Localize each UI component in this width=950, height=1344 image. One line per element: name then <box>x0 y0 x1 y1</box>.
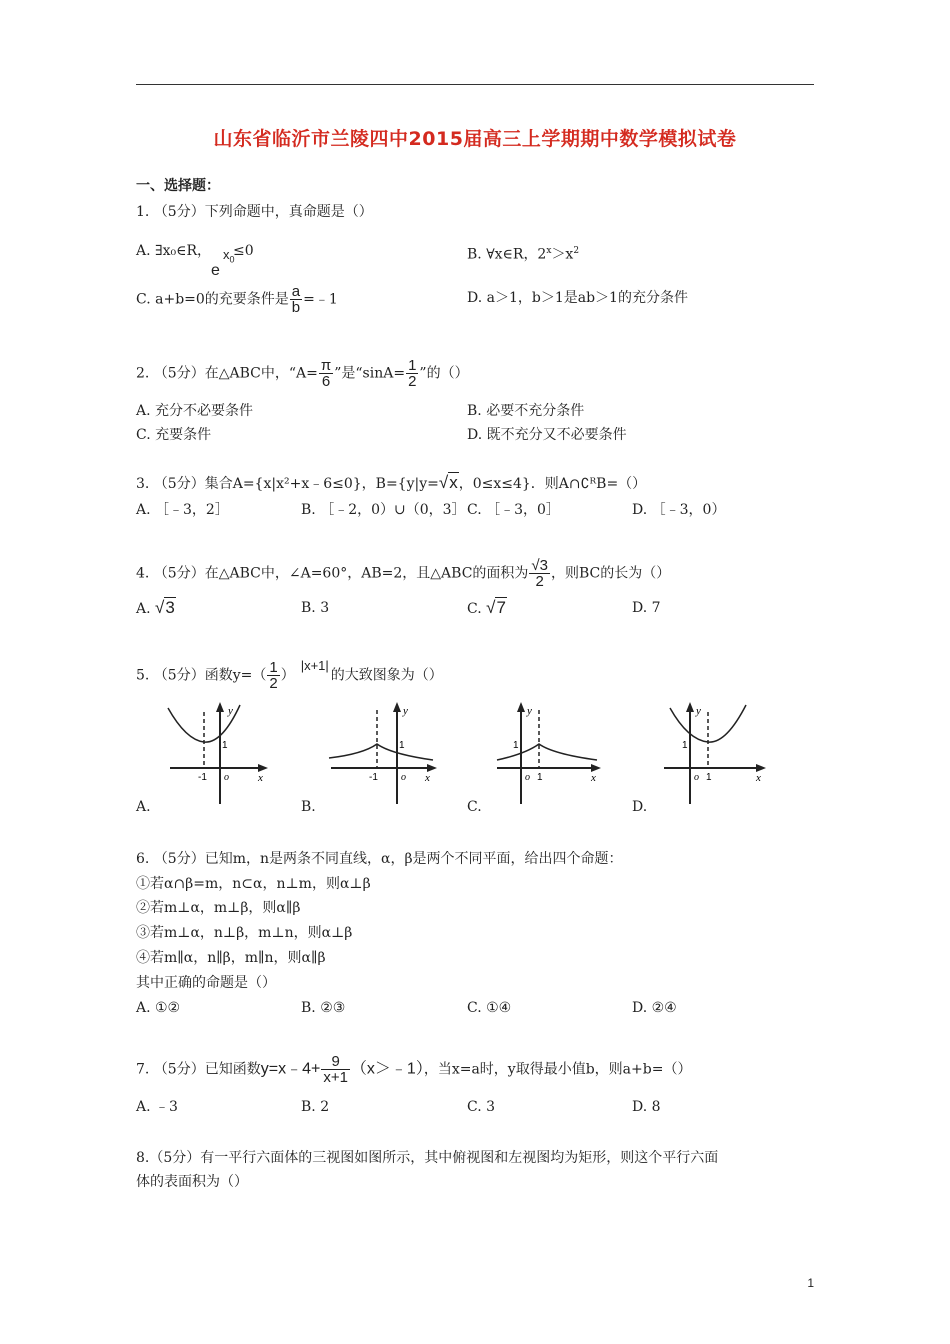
label-y: y <box>696 705 701 717</box>
label-tick: 1 <box>537 772 543 783</box>
q2-option-b: B. 必要不充分条件 <box>467 403 585 419</box>
q6-proposition-4: ④若m∥α，n∥β，m∥n，则α∥β <box>136 950 326 966</box>
q1-option-c: C. a+b=0的充要条件是 $\frac{a}{b}$ =﹣1 <box>136 283 338 316</box>
q1-option-b: B. ∀x∈R，$2^x>x^2$ <box>467 246 580 263</box>
q1-option-a <box>136 241 254 279</box>
q7-stem: 7. （5分）已知函数y=x﹣4+ $\frac{9}{x+1}$ （x＞﹣1），当x=a时，y取得最小值b，则a+b=（） <box>136 1053 692 1086</box>
q6-option-a: A. ①② <box>136 1000 181 1016</box>
q1-a-text: A. ∃x₀∈R， <box>136 243 212 259</box>
q7-option-a: A. ﹣3 <box>136 1099 178 1115</box>
q6-stem: 6. （5分）已知m，n是两条不同直线，α，β是两个不同平面，给出四个命题： <box>136 851 623 867</box>
page-title: 山东省临沂市兰陵四中2015届高三上学期期中数学模拟试卷 <box>213 128 737 150</box>
q7-function: y=x﹣4+ <box>260 1060 321 1078</box>
q8-stem-line2: 体的表面积为（） <box>136 1174 248 1190</box>
label-y: y <box>403 705 408 717</box>
q2-option-c: C. 充要条件 <box>136 427 212 443</box>
q7-option-c: C. 3 <box>467 1099 496 1115</box>
q2-fraction-half: $\frac{1}{2}$ <box>408 357 417 390</box>
q3-option-a: A. ［﹣3，2］ <box>136 502 229 518</box>
q2-option-a: A. 充分不必要条件 <box>136 403 254 419</box>
q5-option-d: D. <box>632 799 648 815</box>
q5-option-c: C. <box>467 799 482 815</box>
q5-graph-b <box>325 700 440 805</box>
label-x: x <box>756 772 761 784</box>
label-1: 1 <box>513 740 519 751</box>
q4-stem: 4. （5分）在△ABC中，∠A=60°，AB=2，且△ABC的面积为 $\frac{√3}{2}$ ，则BC的长为（） <box>136 557 671 590</box>
q8-stem-line1: 8.（5分）有一平行六面体的三视图如图所示，其中俯视图和左视图均为矩形，则这个平行六面 <box>136 1150 719 1166</box>
q3-sqrt: √x <box>438 473 458 492</box>
header-rule <box>136 84 814 85</box>
section-heading: 一、选择题： <box>136 178 220 194</box>
q1-c-fraction: $\frac{a}{b}$ <box>291 283 301 316</box>
q4-option-a: A. √3 <box>136 598 175 617</box>
q4-option-b: B. 3 <box>301 600 330 616</box>
label-neg1: -1 <box>198 772 207 783</box>
label-x: x <box>591 772 596 784</box>
q5-graph-d <box>660 700 770 805</box>
q6-proposition-1: ①若α∩β=m，n⊂α，n⊥m，则α⊥β <box>136 876 371 892</box>
q2-fraction-pi: $\frac{\pi}{6}$ <box>320 357 332 390</box>
page-number: 1 <box>807 1276 814 1290</box>
q5-option-a: A. <box>136 799 151 815</box>
label-tick: 1 <box>706 772 712 783</box>
q7-option-d: D. 8 <box>632 1099 661 1115</box>
q1-a-e: e <box>211 262 220 279</box>
q4-fraction: $\frac{√3}{2}$ <box>531 557 548 590</box>
label-y: y <box>228 705 233 717</box>
label-1: 1 <box>222 740 228 751</box>
y-arrow-icon <box>517 702 525 712</box>
x-arrow-icon <box>756 764 766 772</box>
label-o: o <box>694 772 699 783</box>
q6-option-b: B. ②③ <box>301 1000 346 1016</box>
q1-a-exp: $x_0$ <box>223 247 235 265</box>
q7-option-b: B. 2 <box>301 1099 330 1115</box>
q3-stem: 3. （5分）集合A={x|x²+x﹣6≤0}，B={y|y=√x，0≤x≤4}．则A∩∁ᴿB=（） <box>136 473 647 492</box>
q3-option-d: D. ［﹣3，0） <box>632 502 726 518</box>
q3-option-b: B. ［﹣2，0）∪（0，3］ <box>301 502 466 518</box>
x-arrow-icon <box>427 764 437 772</box>
q5-graph-c <box>493 700 608 805</box>
q1-option-d: D. a＞1，b＞1是ab＞1的充分条件 <box>467 290 688 306</box>
q2-stem: 2. （5分）在△ABC中，“A= $\frac{\pi}{6}$ ”是“sinA= $\frac{1}{2}$ ”的（） <box>136 357 469 390</box>
q7-fraction: $\frac{9}{x+1}$ <box>323 1053 348 1086</box>
label-o: o <box>224 772 229 783</box>
q1-stem: 1. （5分）下列命题中，真命题是（） <box>136 204 373 220</box>
q4-option-c: C. √7 <box>467 598 506 617</box>
q6-option-d: D. ②④ <box>632 1000 677 1016</box>
x-arrow-icon <box>258 764 268 772</box>
q3-option-c: C. ［﹣3，0］ <box>467 502 560 518</box>
label-o: o <box>401 772 406 783</box>
q6-proposition-3: ③若m⊥α，n⊥β，m⊥n，则α⊥β <box>136 925 353 941</box>
label-neg1: -1 <box>369 772 378 783</box>
q4-option-d: D. 7 <box>632 600 661 616</box>
y-arrow-icon <box>393 702 401 712</box>
q5-graph-a <box>160 700 270 805</box>
q6-ask: 其中正确的命题是（） <box>136 975 276 991</box>
label-x: x <box>425 772 430 784</box>
q1-a-post: ≤0 <box>233 243 254 259</box>
label-o: o <box>525 772 530 783</box>
y-arrow-icon <box>686 702 694 712</box>
label-1: 1 <box>682 740 688 751</box>
q7-condition: （x＞﹣1） <box>350 1060 424 1078</box>
q6-option-c: C. ①④ <box>467 1000 512 1016</box>
q6-proposition-2: ②若m⊥α，m⊥β，则α∥β <box>136 900 301 916</box>
q5-option-b: B. <box>301 799 316 815</box>
y-arrow-icon <box>216 702 224 712</box>
label-1: 1 <box>399 740 405 751</box>
x-arrow-icon <box>591 764 601 772</box>
q5-stem: 5. （5分）函数y=（ $\frac{1}{2}$ ）|x+1|的大致图象为（） <box>136 657 443 692</box>
q5-exponent: |x+1| <box>300 657 329 673</box>
label-x: x <box>258 772 263 784</box>
q5-fraction: $\frac{1}{2}$ <box>269 659 278 692</box>
label-y: y <box>527 705 532 717</box>
q2-option-d: D. 既不充分又不必要条件 <box>467 427 627 443</box>
